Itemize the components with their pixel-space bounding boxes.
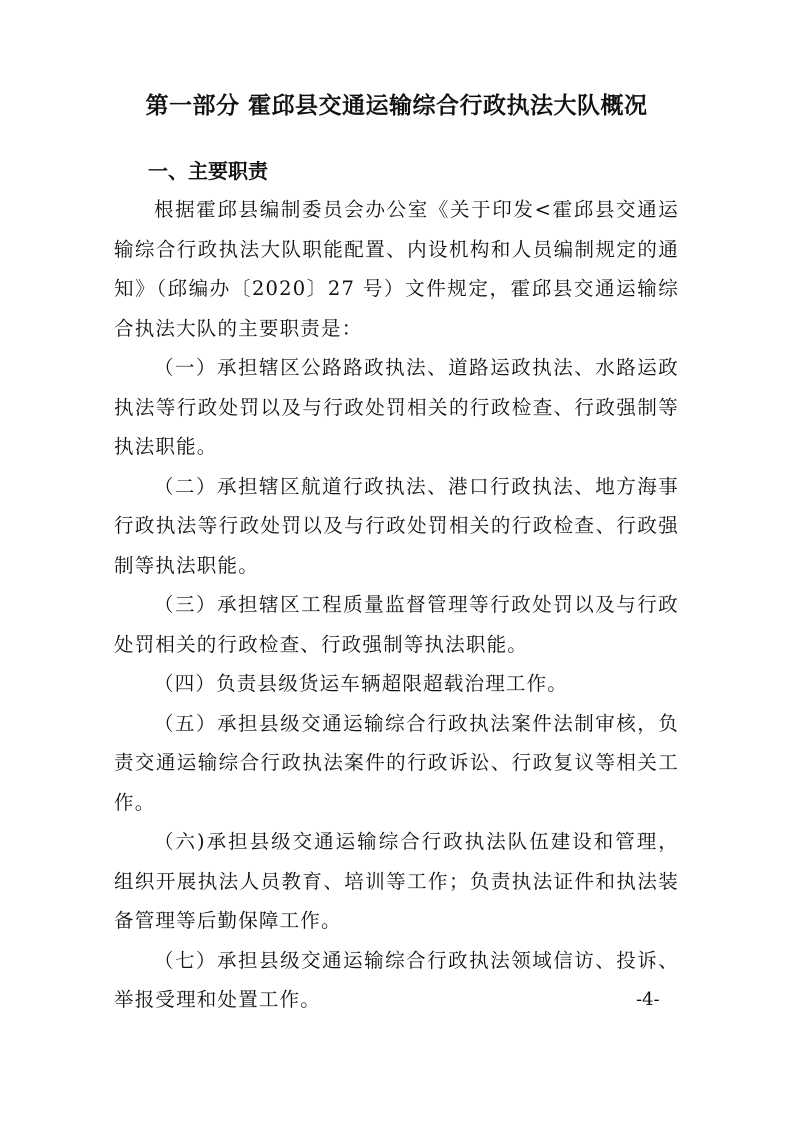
page-number: -4- (636, 989, 660, 1010)
paragraph-intro: 根据霍邱县编制委员会办公室《关于印发<霍邱县交通运输综合行政执法大队职能配置、内设机构和人员编制规定的通知》（邱编办〔2020〕27 号）文件规定，霍邱县交通运输综合执法大队的主要职责是： (114, 198, 679, 340)
paragraph-duty-1: （一）承担辖区公路路政执法、道路运政执法、水路运政执法等行政处罚以及与行政处罚相关的行政检查、行政强制等执法职能。 (114, 356, 679, 458)
paragraph-duty-4: （四）负责县级货运车辆超限超载治理工作。 (154, 672, 569, 695)
section-heading: 一、主要职责 (148, 159, 268, 183)
document-body (114, 190, 679, 1020)
paragraph-duty-2: （二）承担辖区航道行政执法、港口行政执法、地方海事行政执法等行政处罚以及与行政处罚相关的行政检查、行政强制等执法职能。 (114, 474, 679, 577)
paragraph-duty-7: （七）承担县级交通运输综合行政执法领域信访、投诉、举报受理和处置工作。 (114, 948, 679, 1011)
page-title: 第一部分 霍邱县交通运输综合行政执法大队概况 (145, 92, 648, 119)
paragraph-duty-5: （五）承担县级交通运输综合行政执法案件法制审核，负责交通运输综合行政执法案件的行政诉讼、行政复议等相关工作。 (114, 711, 679, 814)
paragraph-duty-6: （六)承担县级交通运输综合行政执法队伍建设和管理，组织开展执法人员教育、培训等工作；负责执法证件和执法装备管理等后勤保障工作。 (114, 830, 679, 932)
paragraph-duty-3: （三）承担辖区工程质量监督管理等行政处罚以及与行政处罚相关的行政检查、行政强制等执法职能。 (114, 593, 679, 656)
